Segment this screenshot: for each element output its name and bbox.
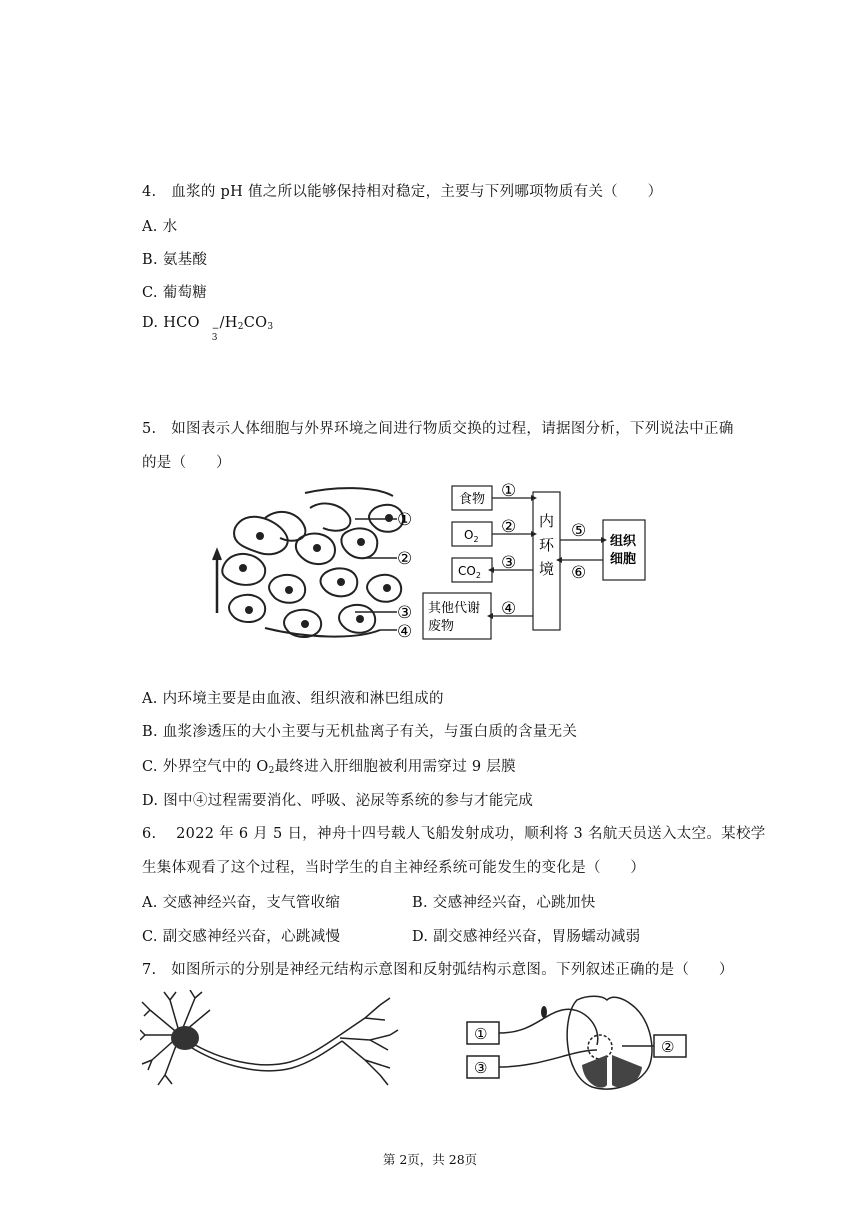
label-1: ① (474, 1025, 488, 1043)
page-footer: 第 2页，共 28页 (382, 1152, 478, 1167)
tissue-label-2: 细胞 (610, 552, 637, 567)
arrow-label-5: ⑤ (571, 521, 587, 541)
q5-figure (205, 478, 655, 646)
arrow-label-1: ① (501, 481, 517, 501)
arrow-label-4: ④ (501, 599, 517, 619)
q4-d-mid: /H (219, 315, 238, 331)
inner-label-3: 境 (539, 560, 555, 578)
food-label: 食物 (459, 492, 486, 507)
q5-stem-line1: 5. 如图表示人体细胞与外界环境之间进行物质交换的过程，请据图分析，下列说法中正确 (142, 421, 734, 437)
waste-label-line1: 其他代谢 (428, 601, 481, 616)
q4-d-two: 2 (237, 322, 244, 332)
q6-option-a: A. 交感神经兴奋，支气管收缩 (142, 895, 341, 911)
neuron-diagram (140, 990, 400, 1090)
q6-stem-line2: 生集体观看了这个过程，当时学生的自主神经系统可能发生的变化是（ ） (142, 860, 646, 876)
label-3: ③ (474, 1059, 488, 1077)
q4-d-minus: − (211, 324, 220, 334)
q5-option-d: D. 图中④过程需要消化、呼吸、泌尿等系统的参与才能完成 (142, 793, 534, 809)
q4-d-three: 3 (211, 333, 218, 343)
q5-option-a: A. 内环境主要是由血液、组织液和淋巴组成的 (142, 691, 444, 707)
o2-label: $O_2$ (464, 528, 479, 544)
label-1: ① (397, 510, 413, 530)
cell-cluster-drawing (213, 488, 403, 637)
reflex-arc-diagram (462, 995, 694, 1095)
waste-label-line2: 废物 (428, 619, 455, 634)
label-2: ② (397, 549, 413, 569)
inner-label-1: 内 (539, 512, 555, 530)
arrow-label-6: ⑥ (571, 563, 587, 583)
q4-d-three2: 3 (267, 322, 274, 332)
label-3: ③ (397, 603, 413, 623)
q4-option-d (142, 315, 273, 343)
q5-stem-line2: 的是（ ） (142, 455, 231, 471)
q7-stem: 7. 如图所示的分别是神经元结构示意图和反射弧结构示意图。下列叙述正确的是（ ） (142, 962, 734, 978)
inner-label-2: 环 (539, 536, 555, 554)
co2-label: $CO_2$ (458, 564, 481, 580)
arrow-label-2: ② (501, 517, 517, 537)
arrow-label-3: ③ (501, 553, 517, 573)
q4-stem: 4. 血浆的 pH 值之所以能够保持相对稳定，主要与下列哪项物质有关（ ） (142, 184, 663, 200)
q6-option-b: B. 交感神经兴奋，心跳加快 (412, 895, 596, 911)
q6-stem-line1: 6. 2022 年 6 月 5 日，神舟十四号载人飞船发射成功，顺利将 3 名航天员送入太空。某校学 (142, 826, 766, 842)
q6-option-c: C. 副交感神经兴奋，心跳减慢 (142, 929, 341, 945)
tissue-label-1: 组织 (610, 534, 637, 549)
q6-option-d: D. 副交感神经兴奋，胃肠蠕动减弱 (412, 929, 641, 945)
label-4: ④ (397, 622, 413, 642)
q4-option-b: B. 氨基酸 (142, 252, 208, 268)
q5-option-c: C. 外界空气中的 $O_2$最终进入肝细胞被利用需穿过 9 层膜 (142, 759, 516, 776)
q4-d-prefix: D. HCO (142, 315, 200, 331)
tissue-cell-box (603, 520, 645, 580)
q4-d-co: CO (243, 315, 268, 331)
q5-option-b: B. 血浆渗透压的大小主要与无机盐离子有关，与蛋白质的含量无关 (142, 724, 578, 740)
q4-option-c: C. 葡萄糖 (142, 285, 208, 301)
label-2: ② (661, 1038, 675, 1056)
q4-option-a: A. 水 (142, 219, 178, 235)
